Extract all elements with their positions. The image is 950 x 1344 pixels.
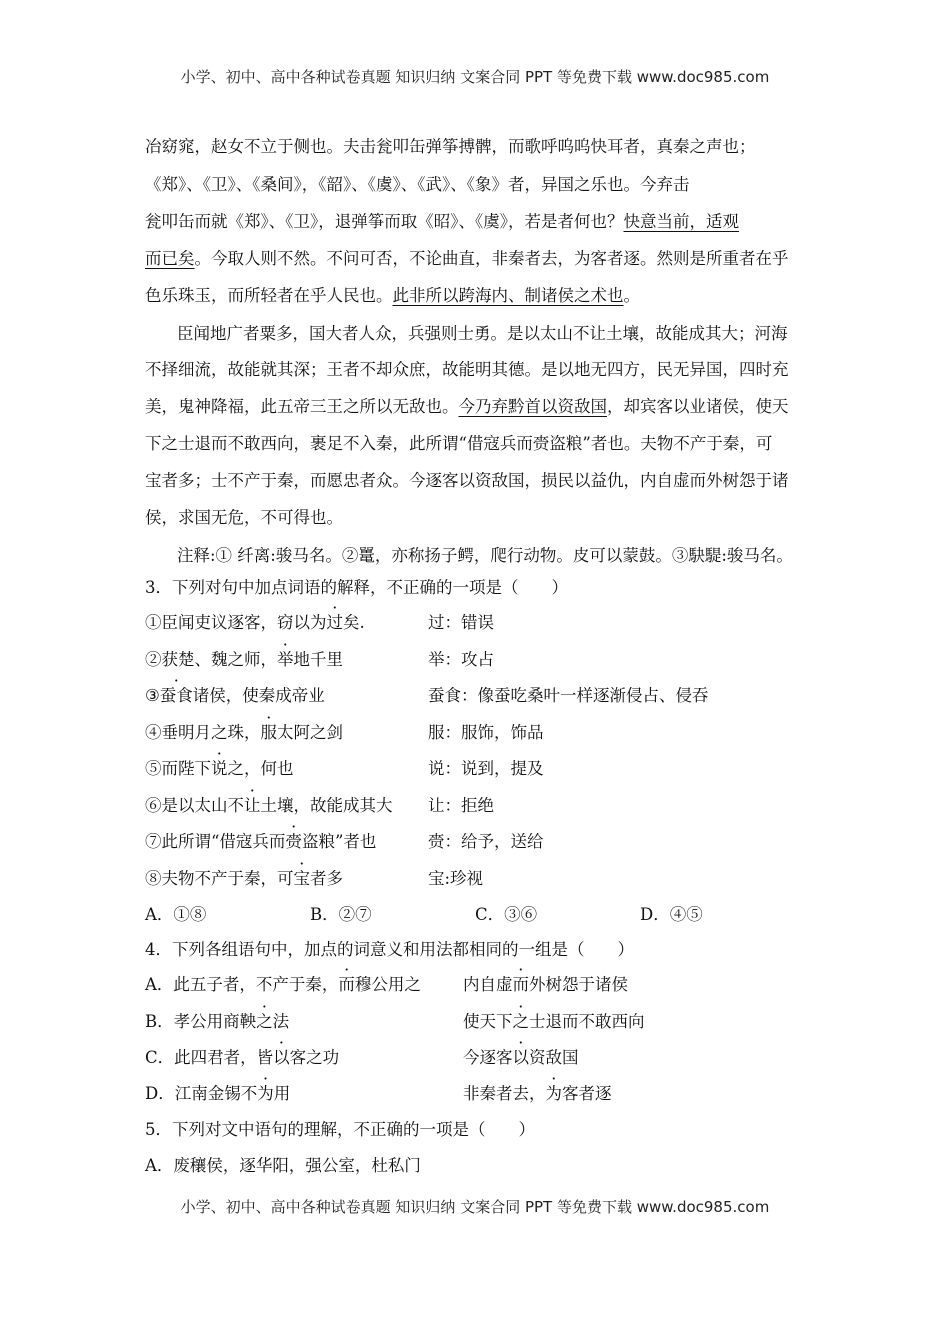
passage-line: 而已矣。今取人则不然。不问可否，不论曲直，非秦者去，为客者逐。然则是所重者在乎 <box>145 249 789 268</box>
passage-line: 冶窈窕，赵女不立于侧也。夫击瓮叩缶弹筝搏髀，而歌呼呜呜快耳者，真秦之声也； <box>145 137 756 156</box>
q3-item: ⑧夫物不产于秦，可宝者多 <box>145 869 343 888</box>
underlined-sentence: 快意当前，适观 <box>623 212 739 231</box>
q3-option-c: C．③⑥ <box>475 905 538 924</box>
q3-gloss: 说：说到，提及 <box>428 759 544 778</box>
passage-line: 《郑》、《卫》、《桑间》，《韶》、《虞》、《武》、《象》者，异国之乐也。今弃击 <box>145 175 690 194</box>
q3-gloss: 过：错误 <box>428 613 494 632</box>
passage-line: 色乐珠玉，而所轻者在乎人民也。此非所以跨海内、制诸侯之术也。 <box>145 286 640 305</box>
q3-option-a: A．①⑧ <box>145 905 207 924</box>
q4-option-d-right: 非秦者去，为客者逐 <box>463 1084 612 1103</box>
q3-gloss: 宝:珍视 <box>428 869 484 888</box>
q3-gloss: 服：服饰，饰品 <box>428 723 544 742</box>
q4-option-a-left: A．此五子者，不产于秦，而穆公用之 <box>145 975 421 994</box>
q3-item: ④垂明月之珠，服太阿之剑 <box>145 723 343 742</box>
page-header: 小学、初中、高中各种试卷真题 知识归纳 文案合同 PPT 等免费下载 www.doc985.com <box>180 68 770 86</box>
passage-line: 臣闻地广者粟多，国大者人众，兵强则士勇。是以太山不让土壤，故能成其大；河海 <box>177 324 788 343</box>
passage-line: 不择细流，故能就其深；王者不却众庶，故能明其德。是以地无四方，民无异国，四时充 <box>145 360 789 379</box>
passage-line: 瓮叩缶而就《郑》、《卫》，退弹筝而取《昭》、《虞》，若是者何也？快意当前，适观 <box>145 212 739 231</box>
q3-item: ①臣闻吏议逐客，窃以为过矣. <box>145 613 365 632</box>
question-3-stem: 3．下列对句中加点词语的解释，不正确的一项是（ ） <box>145 578 568 597</box>
q4-option-c-right: 今逐客以资敌国 <box>463 1048 579 1067</box>
q3-gloss: 蚕食：像蚕吃桑叶一样逐渐侵占、侵吞 <box>428 686 709 705</box>
q4-option-a-right: 内自虚而外树怨于诸侯 <box>463 975 628 994</box>
q4-option-b-left: B．孝公用商鞅之法 <box>145 1012 290 1031</box>
q3-item: ⑥是以太山不让土壤，故能成其大 <box>145 796 393 815</box>
passage-line: 宝者多；士不产于秦，而愿忠者众。今逐客以资敌国，损民以益仇，内自虚而外树怨于诸 <box>145 471 789 490</box>
page-footer: 小学、初中、高中各种试卷真题 知识归纳 文案合同 PPT 等免费下载 www.doc985.com <box>180 1198 770 1216</box>
underlined-sentence: 而已矣 <box>145 249 195 268</box>
question-4-stem: 4．下列各组语句中，加点的词意义和用法都相同的一组是（ ） <box>145 940 634 959</box>
q4-option-c-left: C．此四君者，皆以客之功 <box>145 1048 340 1067</box>
q3-item: ②获楚、魏之师，举地千里 <box>145 650 343 669</box>
q3-item: ⑤而陛下说之，何也 <box>145 759 294 778</box>
passage-line: 侯，求国无危，不可得也。 <box>145 508 343 527</box>
q3-gloss: 让：拒绝 <box>428 796 494 815</box>
q4-option-d-left: D．江南金锡不为用 <box>145 1084 291 1103</box>
q3-gloss: 举：攻占 <box>428 650 494 669</box>
q3-item: ③蚕食诸侯，使秦成帝业 <box>145 686 325 705</box>
passage-line: 下之士退而不敢西向，裹足不入秦，此所谓“借寇兵而赍盗粮”者也。夫物不产于秦，可 <box>145 434 773 453</box>
passage-line: 美，鬼神降福，此五帝三王之所以无敌也。今乃弃黔首以资敌国，却宾客以业诸侯，使天 <box>145 397 789 416</box>
q3-item: ⑦此所谓“借寇兵而赍盗粮”者也 <box>145 832 377 851</box>
q5-option-a: A．废穰侯，逐华阳，强公室，杜私门 <box>145 1156 421 1175</box>
q3-gloss: 赍：给予，送给 <box>428 832 544 851</box>
underlined-sentence: 今乃弃黔首以资敌国 <box>458 397 607 416</box>
q3-option-b: B．②⑦ <box>310 905 372 924</box>
underlined-sentence: 此非所以跨海内、制诸侯之术也 <box>392 286 624 305</box>
q4-option-b-right: 使天下之士退而不敢西向 <box>463 1012 645 1031</box>
q3-option-d: D．④⑤ <box>640 905 703 924</box>
question-5-stem: 5．下列对文中语句的理解，不正确的一项是（ ） <box>145 1120 535 1139</box>
annotation-notes: 注释:① 纤离:骏马名。②鼍，亦称扬子鳄，爬行动物。皮可以蒙鼓。③駃騠:骏马名。 <box>177 546 793 565</box>
